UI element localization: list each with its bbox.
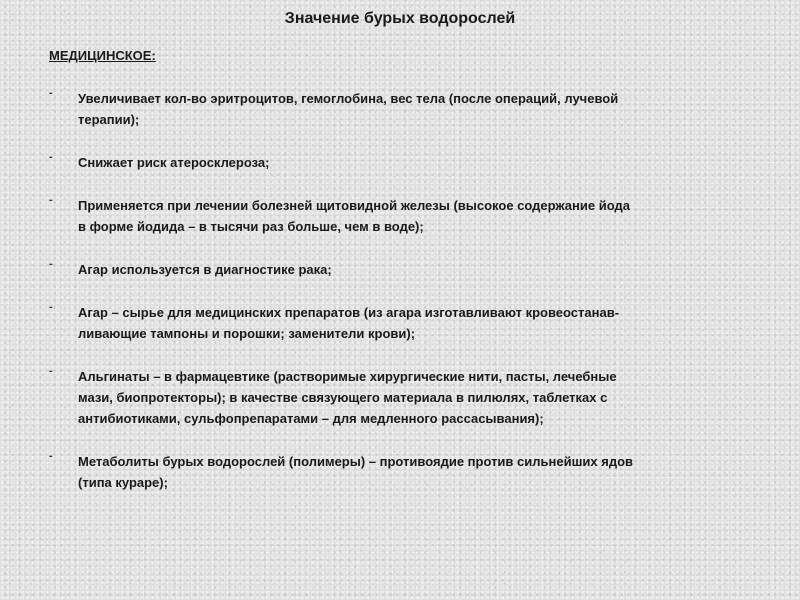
bullet-text-line: (типа кураре); [78,475,168,490]
bullet-text-line: ливающие тампоны и порошки; заменители крови); [78,326,416,341]
bullet-mark: - [49,301,53,313]
bullet-text-line: Снижает риск атеросклероза; [78,155,270,170]
bullet-item [49,195,759,237]
bullet-item [49,259,759,280]
bullet-mark: - [49,365,53,377]
bullet-text-line: терапии); [78,112,140,127]
bullet-mark: - [49,194,53,206]
bullet-text-line: Увеличивает кол-во эритроцитов, гемоглобина, вес тела (после операций, лучевой [78,91,619,106]
bullet-mark: - [49,151,53,163]
bullet-text-line: Альгинаты – в фармацевтике (растворимые хирургические нити, пасты, лечебные [78,369,617,384]
slide-title: Значение бурых водорослей [284,10,516,27]
bullet-mark: - [49,258,53,270]
bullet-list [49,88,759,515]
bullet-mark: - [49,450,53,462]
bullet-mark: - [49,87,53,99]
bullet-item [49,302,759,344]
section-heading: МЕДИЦИНСКОЕ: [49,48,156,63]
bullet-text-line: антибиотиками, сульфопрепаратами – для медленного рассасывания); [78,411,544,426]
bullet-text-line: мази, биопротекторы); в качестве связующего материала в пилюлях, таблетках с [78,390,608,405]
bullet-text-line: Агар используется в диагностике рака; [78,262,332,277]
bullet-text-line: Метаболиты бурых водорослей (полимеры) – противоядие против сильнейших ядов [78,454,634,469]
bullet-item [49,451,759,493]
bullet-text-line: Применяется при лечении болезней щитовидной железы (высокое содержание йода [78,198,630,213]
bullet-item [49,88,759,130]
bullet-text-line: в форме йодида – в тысячи раз больше, чем в воде); [78,219,424,234]
bullet-text-line: Агар – сырье для медицинских препаратов (из агара изготавливают кровеостанав- [78,305,620,320]
bullet-item [49,366,759,429]
bullet-item [49,152,759,173]
